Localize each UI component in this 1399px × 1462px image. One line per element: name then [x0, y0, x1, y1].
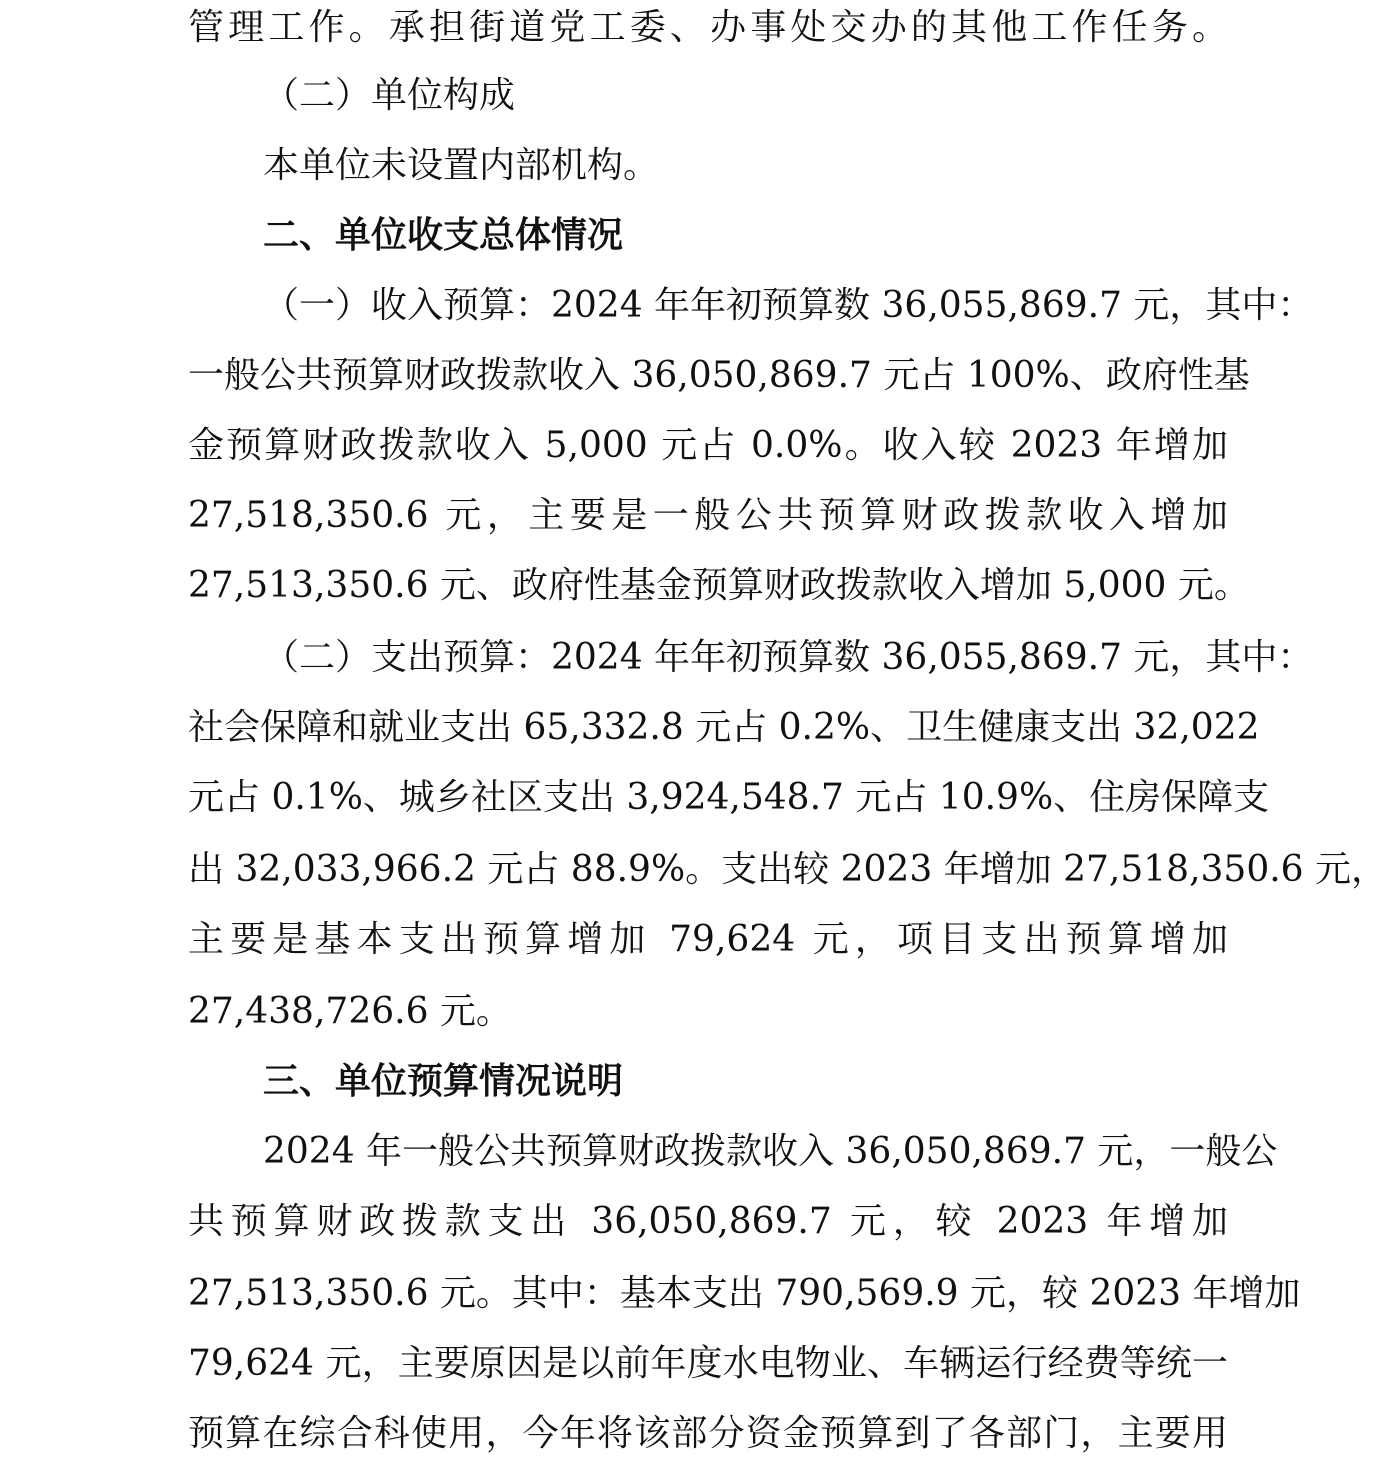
paragraph-line-income-budget: （一）收入预算：2024 年年初预算数 36,055,869.7 元，其中： — [263, 285, 1314, 326]
paragraph-line: 共预算财政拨款支出 36,050,869.7 元，较 2023 年增加 — [188, 1201, 1228, 1242]
paragraph-line: 27,513,350.6 元。其中：基本支出 790,569.9 元，较 2023 年增加 — [188, 1273, 1301, 1314]
paragraph-line: 元占 0.1%、城乡社区支出 3,924,548.7 元占 10.9%、住房保障支 — [188, 777, 1270, 818]
paragraph-line: 27,513,350.6 元、政府性基金预算财政拨款收入增加 5,000 元。 — [188, 565, 1250, 606]
paragraph-line: 金预算财政拨款收入 5,000 元占 0.0%。收入较 2023 年增加 — [188, 425, 1228, 466]
paragraph-line: 主要是基本支出预算增加 79,624 元，项目支出预算增加 — [188, 919, 1228, 960]
paragraph-line: 出 32,033,966.2 元占 88.9%。支出较 2023 年增加 27,518,350.6 元， — [188, 849, 1388, 890]
paragraph-line: 79,624 元，主要原因是以前年度水电物业、车辆运行经费等统一 — [188, 1343, 1228, 1384]
paragraph-line: 27,518,350.6 元，主要是一般公共预算财政拨款收入增加 — [188, 495, 1228, 536]
paragraph-line: 27,438,726.6 元。 — [188, 991, 512, 1032]
paragraph-line: 预算在综合科使用，今年将该部分资金预算到了各部门，主要用 — [188, 1413, 1228, 1454]
paragraph-line: 本单位未设置内部机构。 — [263, 145, 660, 186]
paragraph-line: 一般公共预算财政拨款收入 36,050,869.7 元占 100%、政府性基 — [188, 355, 1250, 396]
subsection-heading-unit-composition: （二）单位构成 — [263, 75, 516, 116]
paragraph-line: 管理工作。承担街道党工委、办事处交办的其他工作任务。 — [188, 7, 1228, 48]
section-heading-budget-explanation: 三、单位预算情况说明 — [263, 1061, 624, 1102]
paragraph-line-expenditure-budget: （二）支出预算：2024 年年初预算数 36,055,869.7 元，其中： — [263, 637, 1314, 678]
section-heading-revenue-expenditure: 二、单位收支总体情况 — [263, 215, 624, 256]
paragraph-line: 社会保障和就业支出 65,332.8 元占 0.2%、卫生健康支出 32,022 — [188, 707, 1260, 748]
paragraph-line: 2024 年一般公共预算财政拨款收入 36,050,869.7 元，一般公 — [263, 1131, 1278, 1172]
